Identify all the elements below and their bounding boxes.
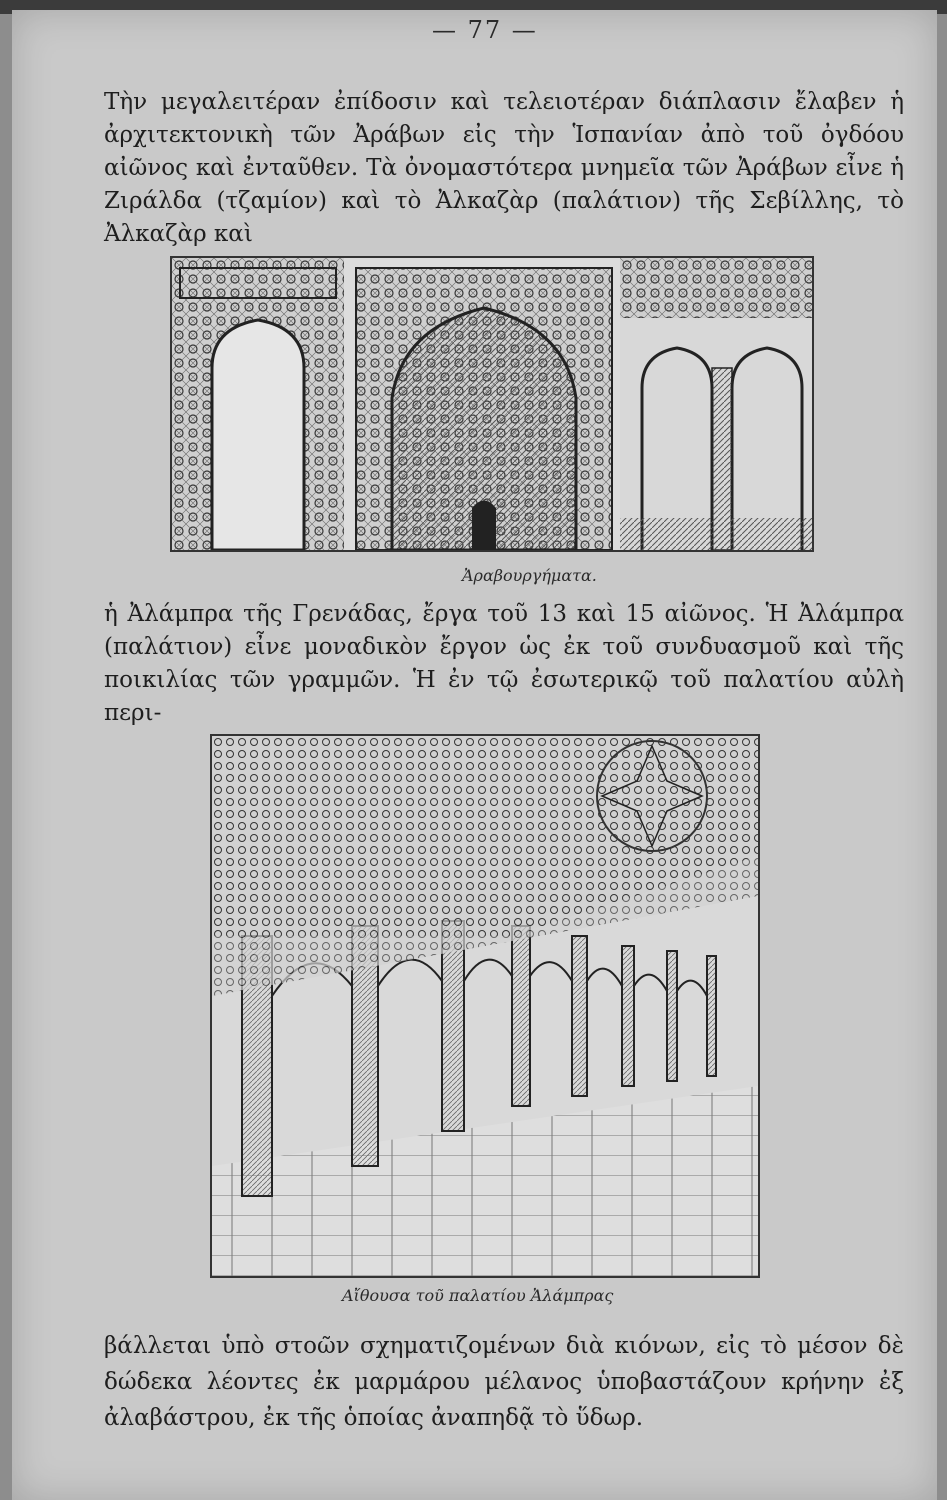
page-number: — 77 — bbox=[432, 16, 538, 44]
arabesques-drawing bbox=[172, 258, 812, 550]
figure1-caption: Ἀραβουργήματα. bbox=[462, 566, 597, 585]
intro-paragraph: Τὴν μεγαλειτέραν ἐπίδοσιν καὶ τελειοτέραν διάπλασιν ἔλαβεν ἡ ἀρχιτεκτονικὴ τῶν Ἀράβων εἰς τὴν Ἱσπανίαν ἀπὸ τοῦ ὀγδόου αἰῶνος καὶ ἐνταῦθεν. Τὰ ὀνομαστότερα μνημεῖα τῶν Ἀράβων εἶνε ἡ Ζιράλδα (τζαμίον) καὶ τὸ Ἀλκαζὰρ (παλάτιον) τῆς Σεβίλλης, τὸ Ἀλκαζὰρ καὶ bbox=[104, 89, 904, 247]
closing-paragraph: βάλλεται ὑπὸ στοῶν σχηματιζομένων διὰ κιόνων, εἰς τὸ μέσον δὲ δώδεκα λέοντες ἐκ μαρμάρου μέλανος ὑποβαστάζουν κρήνην ἐξ ἀλαβάστρου, ἐκ τῆς ὁποίας ἀναπηδᾷ τὸ ὕδωρ. bbox=[104, 1333, 904, 1431]
alhambra-hall-drawing bbox=[212, 736, 758, 1276]
arabesques-illustration bbox=[170, 256, 814, 552]
middle-paragraph: ἡ Ἀλάμπρα τῆς Γρενάδας, ἔργα τοῦ 13 καὶ 15 αἰῶνος. Ἡ Ἀλάμπρα (παλάτιον) εἶνε μοναδικὸν ἔργον ὡς ἐκ τοῦ συνδυασμοῦ καὶ τῆς ποικιλίας τῶν γραμμῶν. Ἡ ἐν τῷ ἐσωτερικῷ τοῦ παλατίου αὐλὴ περι- bbox=[104, 601, 904, 726]
book-page bbox=[12, 10, 937, 1500]
alhambra-hall-illustration bbox=[210, 734, 760, 1278]
figure2-caption: Αἴθουσα τοῦ παλατίου Ἀλάμπρας bbox=[342, 1286, 614, 1305]
